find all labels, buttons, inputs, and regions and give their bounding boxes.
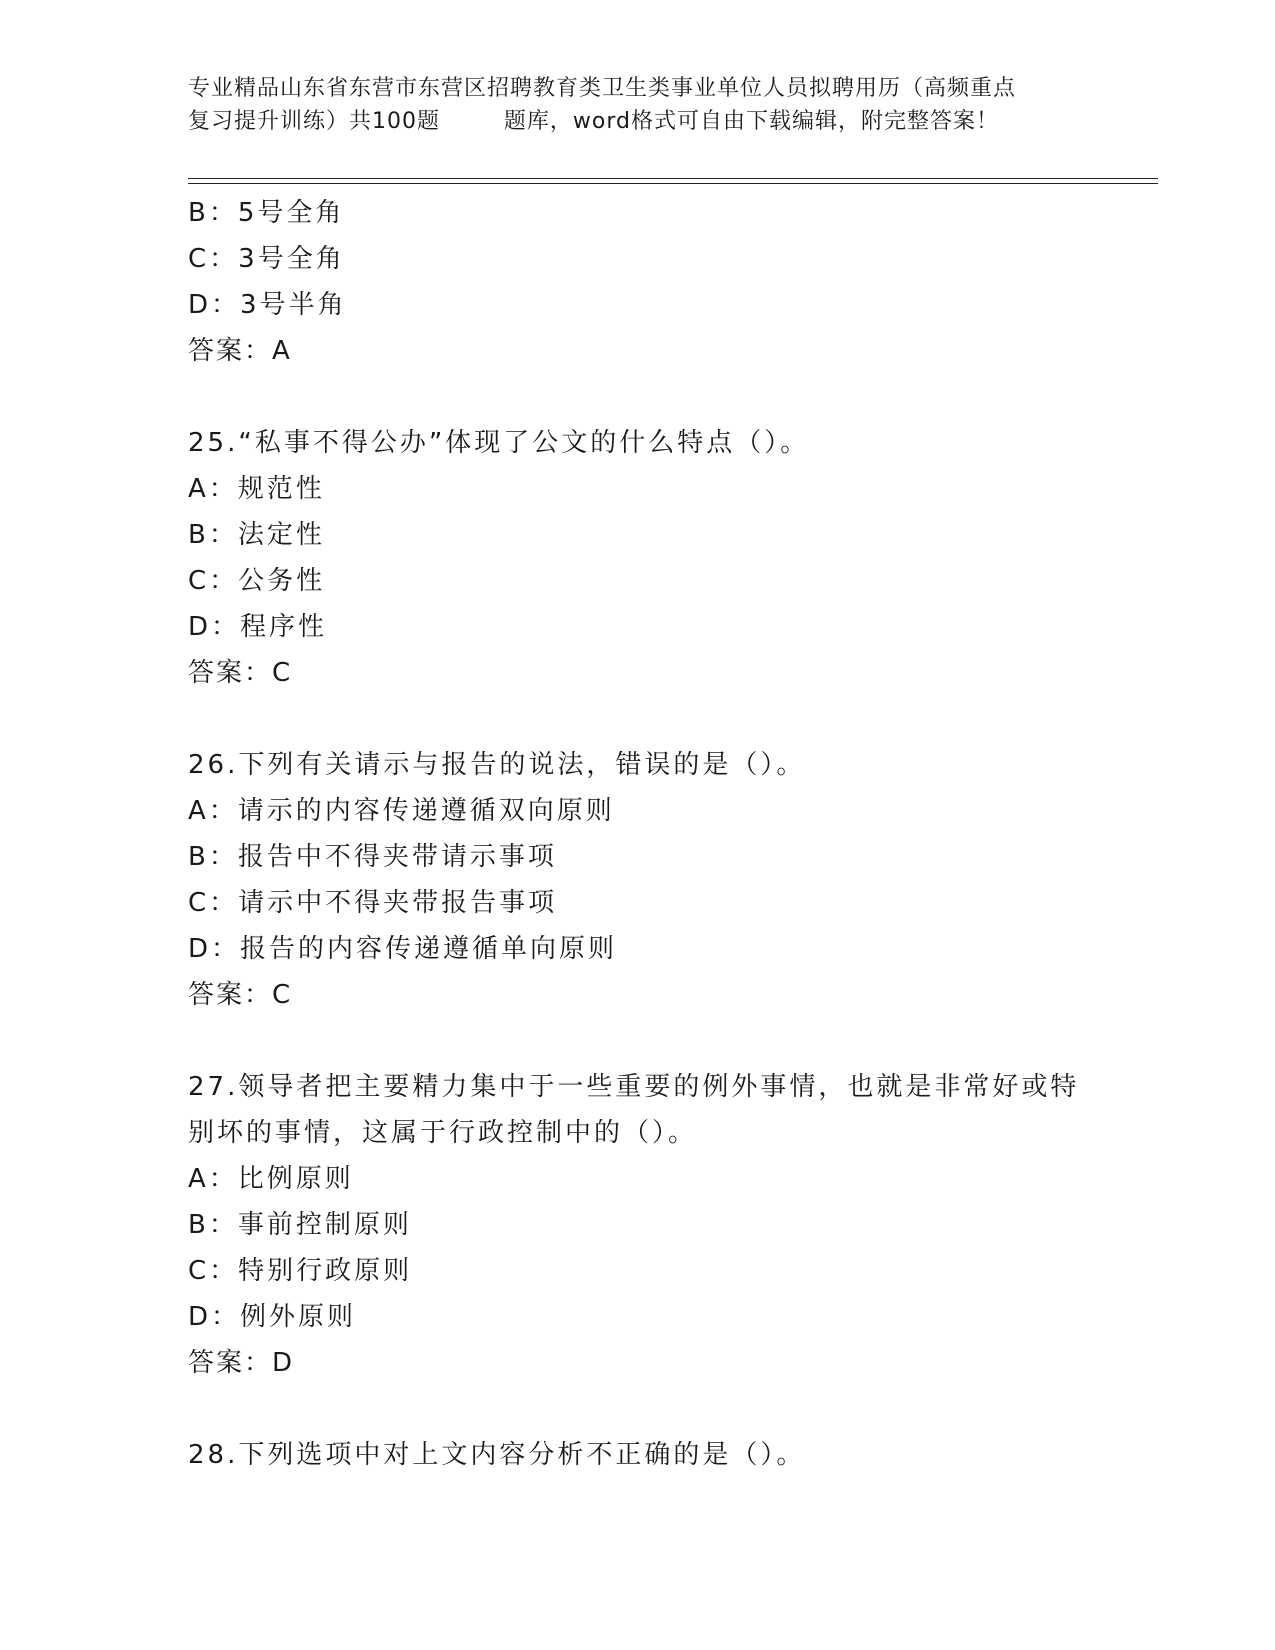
spacer	[188, 1386, 1088, 1432]
document-header	[188, 72, 1088, 138]
option-a: A：规范性	[188, 474, 325, 504]
question-stem: 28.下列选项中对上文内容分析不正确的是（）。	[188, 1440, 806, 1470]
spacer	[188, 696, 1088, 742]
option-a: A：请示的内容传递遵循双向原则	[188, 796, 615, 826]
question-stem-line-1: 27.领导者把主要精力集中于一些重要的例外事情，也就是非常好或特	[188, 1072, 1080, 1102]
question-27	[188, 1064, 1088, 1386]
header-line-1: 专业精品山东省东营市东营区招聘教育类卫生类事业单位人员拟聘用历（高频重点	[188, 76, 1017, 101]
spacer	[188, 374, 1088, 420]
option-d: D：3号半角	[188, 290, 347, 320]
question-26	[188, 742, 1088, 1018]
option-c: C：公务性	[188, 566, 326, 596]
question-stem-line-2: 别坏的事情，这属于行政控制中的（）。	[188, 1118, 698, 1148]
answer: 答案：C	[188, 980, 293, 1010]
option-c: C：特别行政原则	[188, 1256, 413, 1286]
option-c: C：3号全角	[188, 244, 345, 274]
option-b: B：报告中不得夹带请示事项	[188, 842, 557, 872]
spacer	[188, 1018, 1088, 1064]
option-a: A：比例原则	[188, 1164, 354, 1194]
option-d: D：报告的内容传递遵循单向原则	[188, 934, 618, 964]
answer: 答案：A	[188, 336, 292, 366]
answer: 答案：D	[188, 1348, 295, 1378]
header-divider-bottom	[188, 183, 1158, 184]
option-b: B：事前控制原则	[188, 1210, 412, 1240]
question-stem: 26.下列有关请示与报告的说法，错误的是（）。	[188, 750, 806, 780]
question-list	[188, 190, 1088, 1478]
question-stem: 25.“私事不得公办”体现了公文的什么特点（）。	[188, 428, 810, 458]
header-divider-top	[188, 178, 1158, 179]
header-line-2: 复习提升训练）共100题 题库，word格式可自由下载编辑，附完整答案！	[188, 109, 1000, 134]
question-28	[188, 1432, 1088, 1478]
option-b: B：5号全角	[188, 198, 345, 228]
answer: 答案：C	[188, 658, 293, 688]
option-c: C：请示中不得夹带报告事项	[188, 888, 558, 918]
option-d: D：例外原则	[188, 1302, 357, 1332]
option-b: B：法定性	[188, 520, 325, 550]
option-d: D：程序性	[188, 612, 328, 642]
question-25	[188, 420, 1088, 696]
question-24-continued	[188, 190, 1088, 374]
